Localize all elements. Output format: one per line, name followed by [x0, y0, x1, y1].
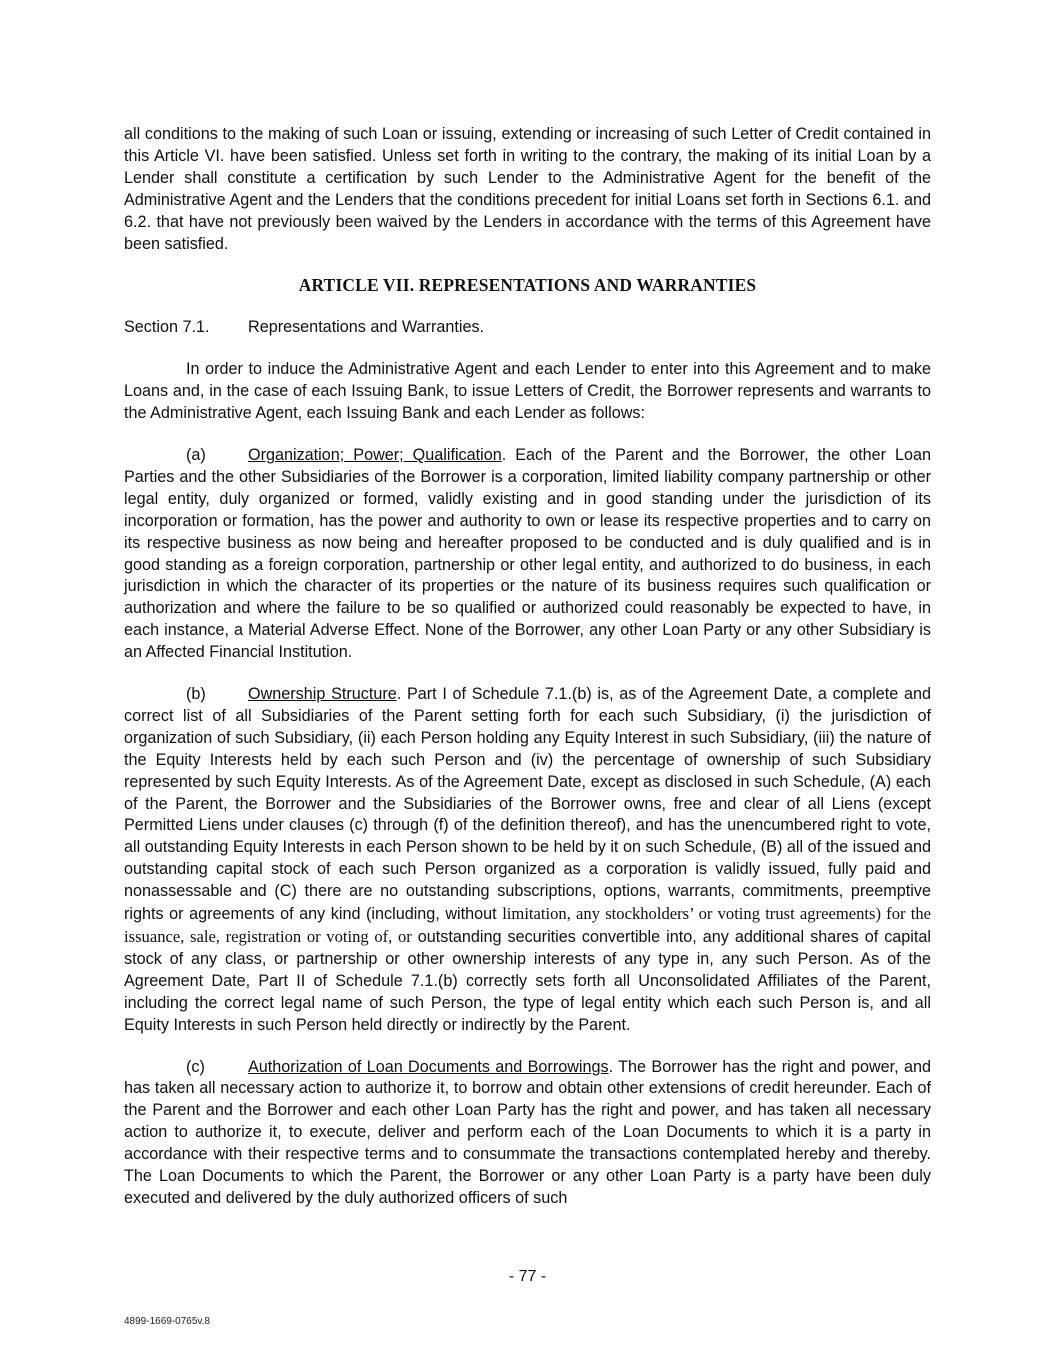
clause-text: outstanding securities convertible into, any additional shares of capital stock of any class, or partnership or other ownership interests of any type in, any such Person. As of the Agreement Date, Part II of Schedule 7.1.(b) correctly sets forth all Unconsolidated Affiliates of the Parent, including the correct legal name of such Person, the type of legal entity which each such Person is, and all Equity Interests in such Person held directly or indirectly by the Parent. — [124, 928, 931, 1034]
clause-title: Organization; Power; Qualification — [248, 445, 502, 464]
clause-title: Ownership Structure — [248, 685, 397, 704]
clause-b — [124, 684, 931, 1037]
section-title: Representations and Warranties. — [248, 318, 485, 337]
clause-text: . Each of the Parent and the Borrower, the other Loan Parties and the other Subsidiaries of the Borrower is a corporation, limited liability company partnership or other legal entity, duly organized or formed, validly existing and in good standing under the jurisdiction of its incorporation or formation, has the power and authority to own or lease its respective properties and to carry on its respective business as now being and hereafter proposed to be conducted and is duly qualified and is in good standing as a foreign corporation, partnership or other legal entity, and authorized to do business, in each jurisdiction in which the character of its properties or the nature of its business requires such qualification or authorization and where the failure to be so qualified or authorized could reasonably be expected to have, in each instance, a Material Adverse Effect. None of the Borrower, any other Loan Party or any other Subsidiary is an Affected Financial Institution. — [124, 445, 931, 662]
section-number: Section 7.1. — [124, 318, 210, 337]
clause-title: Authorization of Loan Documents and Borrowings — [248, 1057, 609, 1076]
clause-text: . Part I of Schedule 7.1.(b) is, as of the Agreement Date, a complete and correct list of all Subsidiaries of the Parent setting forth for each such Subsidiary, (i) the jurisdiction of organization of such Subsidiary, (ii) each Person holding any Equity Interest in such Subsidiary, (iii) the nature of the Equity Interests held by each such Person and (iv) the percentage of ownership of such Subsidiary represented by such Equity Interests. As of the Agreement Date, except as disclosed in such Schedule, (A) each of the Parent, the Borrower and the Subsidiaries of the Borrower owns, free and clear of all Liens (except Permitted Liens under clauses (c) through (f) of the definition thereof), and has the unencumbered right to vote, all outstanding Equity Interests in each Person shown to be held by it on such Schedule, (B) all of the issued and outstanding capital stock of each such Person organized as a corporation is validly issued, fully paid and nonassessable and (C) there are no outstanding subscriptions, options, warrants, commitments, preemptive rights or agreements of any kind (including, without — [124, 685, 931, 924]
page-number: - 77 - — [508, 1268, 547, 1285]
clause-label: (a) — [186, 445, 206, 464]
clause-label: (b) — [186, 685, 206, 704]
clause-text-serif: limitation, any stockholders’ or voting trust agreements) for the issuance, sale, registration or voting of, or — [124, 904, 931, 946]
clause-c — [124, 1057, 931, 1210]
article-heading: ARTICLE VII. REPRESENTATIONS AND WARRANTIES — [298, 275, 757, 296]
clause-a — [124, 445, 931, 664]
intro-paragraph: In order to induce the Administrative Agent and each Lender to enter into this Agreement and to make Loans and, in the case of each Issuing Bank, to issue Letters of Credit, the Borrower represents and warrants to the Administrative Agent, each Issuing Bank and each Lender as follows: — [124, 360, 931, 423]
document-id: 4899-1669-0765v.8 — [124, 1316, 210, 1327]
clause-text: . The Borrower has the right and power, and has taken all necessary action to authorize it, to borrow and obtain other extensions of credit hereunder. Each of the Parent and the Borrower and each other Loan Party has the right and power, and has taken all necessary action to authorize it, to execute, deliver and perform each of the Loan Documents to which it is a party in accordance with their respective terms and to consummate the transactions contemplated hereby and thereby. The Loan Documents to which the Parent, the Borrower or any other Loan Party is a party have been duly executed and delivered by the duly authorized officers of such — [124, 1057, 931, 1207]
clause-label: (c) — [186, 1057, 205, 1076]
continuation-paragraph: all conditions to the making of such Loan or issuing, extending or increasing of such Letter of Credit contained in this Article VI. have been satisfied. Unless set forth in writing to the contrary, the making of its initial Loan by a Lender shall constitute a certification by such Lender to the Administrative Agent for the benefit of the Administrative Agent and the Lenders that the conditions precedent for initial Loans set forth in Sections 6.1. and 6.2. that have not previously been waived by the Lenders in accordance with the terms of this Agreement have been satisfied. — [124, 125, 931, 253]
section-heading — [124, 317, 931, 339]
page-body — [124, 124, 931, 1210]
